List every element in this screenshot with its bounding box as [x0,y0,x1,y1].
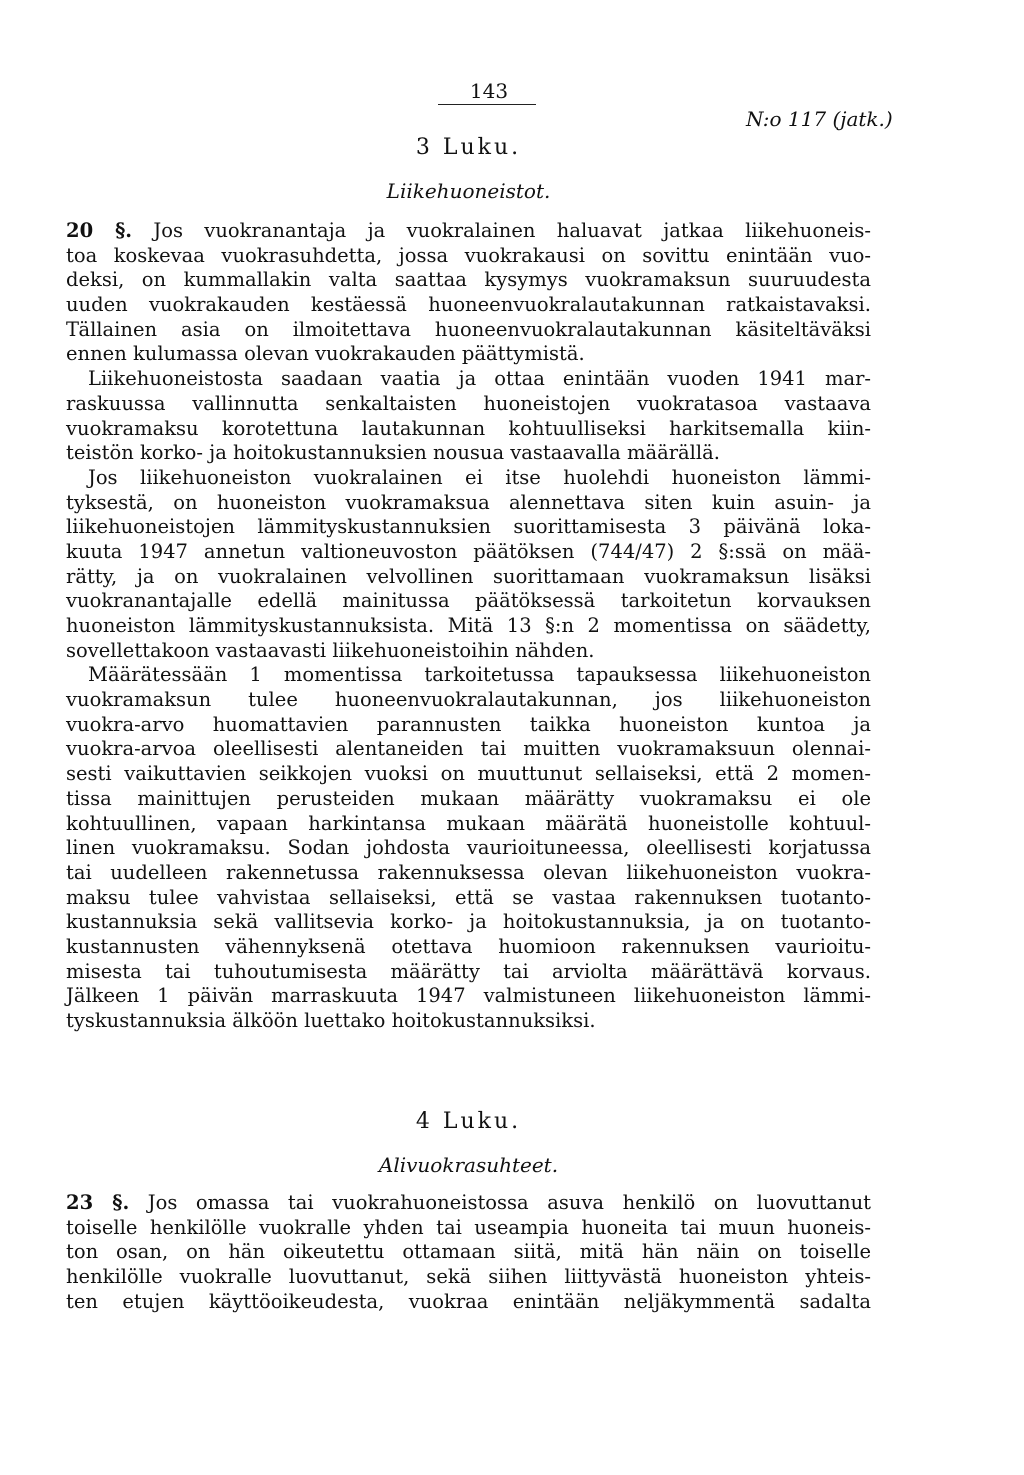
line-text: henkilölle vuokralle luovuttanut, sekä siihen liittyvästä huoneiston yhteis- [66,1265,871,1289]
page-number-rule [438,104,536,105]
text-line [66,219,871,244]
text-line [66,540,871,565]
text-line [66,392,871,417]
line-text: ten etujen käyttöoikeudesta, vuokraa enintään neljäkymmentä sadalta [66,1289,871,1313]
text-line [66,367,871,392]
text-line [66,663,871,688]
line-text: vuokra-arvo huomattavien parannusten taikka huoneiston kuntoa ja [66,712,871,736]
text-line [66,1265,871,1290]
text-line [66,1216,871,1241]
chapter-4-body [66,1191,871,1314]
line-text: raskuussa vallinnutta senkaltaisten huoneistojen vuokratasoa vastaava [66,391,871,415]
text-line [66,762,871,787]
section-number: 23 §. [66,1191,130,1214]
text-line [66,1240,871,1265]
chapter-subtitle: Alivuokrasuhteet. [378,1153,559,1177]
line-text: kohtuullinen, vapaan harkintansa mukaan määrätä huoneistolle kohtuul- [66,811,871,835]
text-line [66,861,871,886]
line-text: tyskustannuksia älköön luettako hoitokustannuksiksi. [66,1009,596,1032]
text-line [66,910,871,935]
text-line [66,318,871,343]
text-line [66,268,871,293]
running-head: N:o 117 (jatk.) [746,107,893,131]
text-line [66,886,871,911]
line-text: maksu tulee vahvistaa sellaiseksi, että se vastaa rakennuksen tuotanto- [66,885,871,909]
chapter-title: 3 Luku. [415,135,522,160]
line-text: ton osan, on hän oikeutettu ottamaan siitä, mitä hän näin on toiselle [66,1240,871,1264]
text-line [66,342,871,367]
text-line [66,836,871,861]
line-text: kustannusten vähennyksenä otettava huomioon rakennuksen vaurioitu- [66,934,871,958]
line-text: vuokramaksu korotettuna lautakunnan kohtuulliseksi harkitsemalla kiin- [66,416,871,440]
text-line [66,960,871,985]
text-line [66,491,871,516]
line-text: Liikehuoneistosta saadaan vaatia ja ottaa enintään vuoden 1941 mar- [88,367,871,391]
line-text: deksi, on kummallakin valta saattaa kysymys vuokramaksun suuruudesta [66,268,871,292]
chapter-subtitle: Liikehuoneistot. [386,179,551,203]
line-text: Määrätessään 1 momentissa tarkoitetussa tapauksessa liikehuoneiston [88,663,871,687]
line-text: Jos liikehuoneiston vuokralainen ei itse huolehdi huoneiston lämmi- [88,465,871,489]
line-text: kuuta 1947 annetun valtioneuvoston päätöksen (744/47) 2 §:ssä on mää- [66,539,871,563]
text-line [66,713,871,738]
line-text: sesti vaikuttavien seikkojen vuoksi on muuttunut sellaiseksi, että 2 momen- [66,762,871,786]
text-line [66,935,871,960]
line-text: tai uudelleen rakennetussa rakennuksessa olevan liikehuoneiston vuokra- [66,860,871,884]
line-text: uuden vuokrakauden kestäessä huoneenvuokralautakunnan ratkaistavaksi. [66,293,871,317]
text-line [66,688,871,713]
text-line [66,984,871,1009]
line-text: ennen kulumassa olevan vuokrakauden päättymistä. [66,342,585,366]
text-line [66,565,871,590]
text-line [66,1009,871,1034]
chapter-title: 4 Luku. [415,1109,522,1134]
page-number: 143 [469,79,509,103]
line-text: rätty, ja on vuokralainen velvollinen suorittamaan vuokramaksun lisäksi [66,564,871,588]
text-line [66,1290,871,1315]
text-line [66,244,871,269]
text-line [66,293,871,318]
line-text: Jos vuokranantaja ja vuokralainen haluavat jatkaa liikehuoneis- [153,219,871,242]
line-text: Jälkeen 1 päivän marraskuuta 1947 valmistuneen liikehuoneiston lämmi- [66,984,871,1008]
line-text: toa koskevaa vuokrasuhdetta, jossa vuokrakausi on sovittu enintään vuo- [66,243,871,267]
line-text: kustannuksia sekä vallitsevia korko- ja hoitokustannuksia, ja on tuotanto- [66,910,871,934]
text-line [66,787,871,812]
text-line [66,812,871,837]
line-text: vuokra-arvoa oleellisesti alentaneiden tai muitten vuokramaksuun olennai- [66,737,871,761]
chapter-3-body [66,219,871,1034]
line-text: teistön korko- ja hoitokustannuksien nousua vastaavalla määrällä. [66,441,720,465]
text-line [66,589,871,614]
text-line [66,1191,871,1216]
line-text: Jos omassa tai vuokrahuoneistossa asuva henkilö on luovuttanut [147,1191,871,1214]
text-line [66,639,871,664]
line-text: liikehuoneistojen lämmityskustannuksien suorittamisesta 3 päivänä loka- [66,515,871,539]
text-line [66,737,871,762]
line-text: sovellettakoon vastaavasti liikehuoneistoihin nähden. [66,638,595,662]
section-number: 20 §. [66,219,133,242]
line-text: toiselle henkilölle vuokralle yhden tai useampia huoneita tai muun huoneis- [66,1215,871,1239]
line-text: tyksestä, on huoneiston vuokramaksua alennettava siten kuin asuin- ja [66,490,871,514]
line-text: misesta tai tuhoutumisesta määrätty tai arviolta määrättävä korvaus. [66,959,871,983]
line-text: huoneiston lämmityskustannuksista. Mitä 13 §:n 2 momentissa on säädetty, [66,614,871,637]
line-text: tissa mainittujen perusteiden mukaan määrätty vuokramaksu ei ole [66,786,871,810]
line-text: vuokranantajalle edellä mainitussa päätöksessä tarkoitetun korvauksen [66,589,871,613]
text-line [66,466,871,491]
line-text: vuokramaksun tulee huoneenvuokralautakunnan, jos liikehuoneiston [66,688,871,712]
text-line [66,515,871,540]
chapter-4-heading [66,1108,871,1178]
line-text: Tällainen asia on ilmoitettava huoneenvuokralautakunnan käsiteltäväksi [66,317,871,341]
line-text: linen vuokramaksu. Sodan johdosta vaurioituneessa, oleellisesti korjatussa [66,836,871,860]
text-line [66,614,871,639]
text-line [66,417,871,442]
text-line [66,441,871,466]
chapter-3-heading [66,134,871,204]
